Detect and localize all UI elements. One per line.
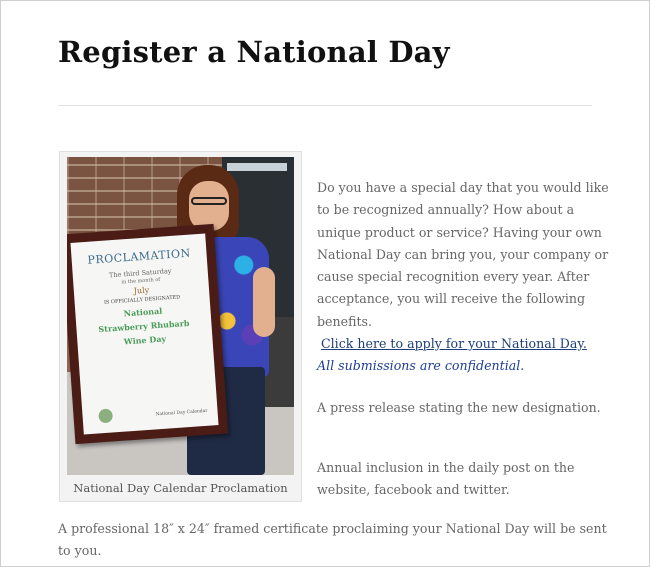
certificate-logo: National Day Calendar [155, 408, 208, 418]
certificate-line1: The third Saturday [108, 266, 172, 280]
certificate-heading: PROCLAMATION [87, 246, 192, 267]
page-title: Register a National Day [58, 35, 450, 69]
confidential-note: All submissions are confidential. [317, 358, 525, 374]
proclamation-photo [67, 157, 294, 475]
intro-text: Do you have a special day that you would like to be recognized annually? How about a unique product or service? Having your own National Day can bring you, your company or cause special recognition every year. After acceptance, you will receive the following benefits. [317, 180, 609, 329]
benefit-daily-post: Annual inclusion in the daily post on the website, facebook and twitter. [317, 460, 575, 498]
certificate-line2: IS OFFICIALLY DESIGNATED [103, 294, 181, 306]
certificate-line1-sub: in the month of [121, 276, 161, 286]
intro-paragraph [317, 177, 609, 378]
certificate-line4: Strawberry Rhubarb [98, 317, 190, 335]
proclamation-figure [59, 151, 302, 502]
framed-certificate [67, 224, 228, 444]
certificate-line5: Wine Day [123, 333, 167, 347]
apply-link[interactable]: Click here to apply for your National Day. [321, 336, 587, 352]
certificate-month: July [133, 285, 150, 296]
benefit-press-release: A press release stating the new designation. [317, 400, 601, 415]
certificate-line3: National [123, 305, 163, 319]
certificate [70, 234, 218, 435]
benefit-certificate: A professional 18″ x 24″ framed certificate proclaiming your National Day will be sent to you. [58, 521, 607, 559]
seal-icon [98, 408, 113, 423]
title-divider [58, 105, 592, 106]
figure-caption: National Day Calendar Proclamation [73, 481, 288, 495]
